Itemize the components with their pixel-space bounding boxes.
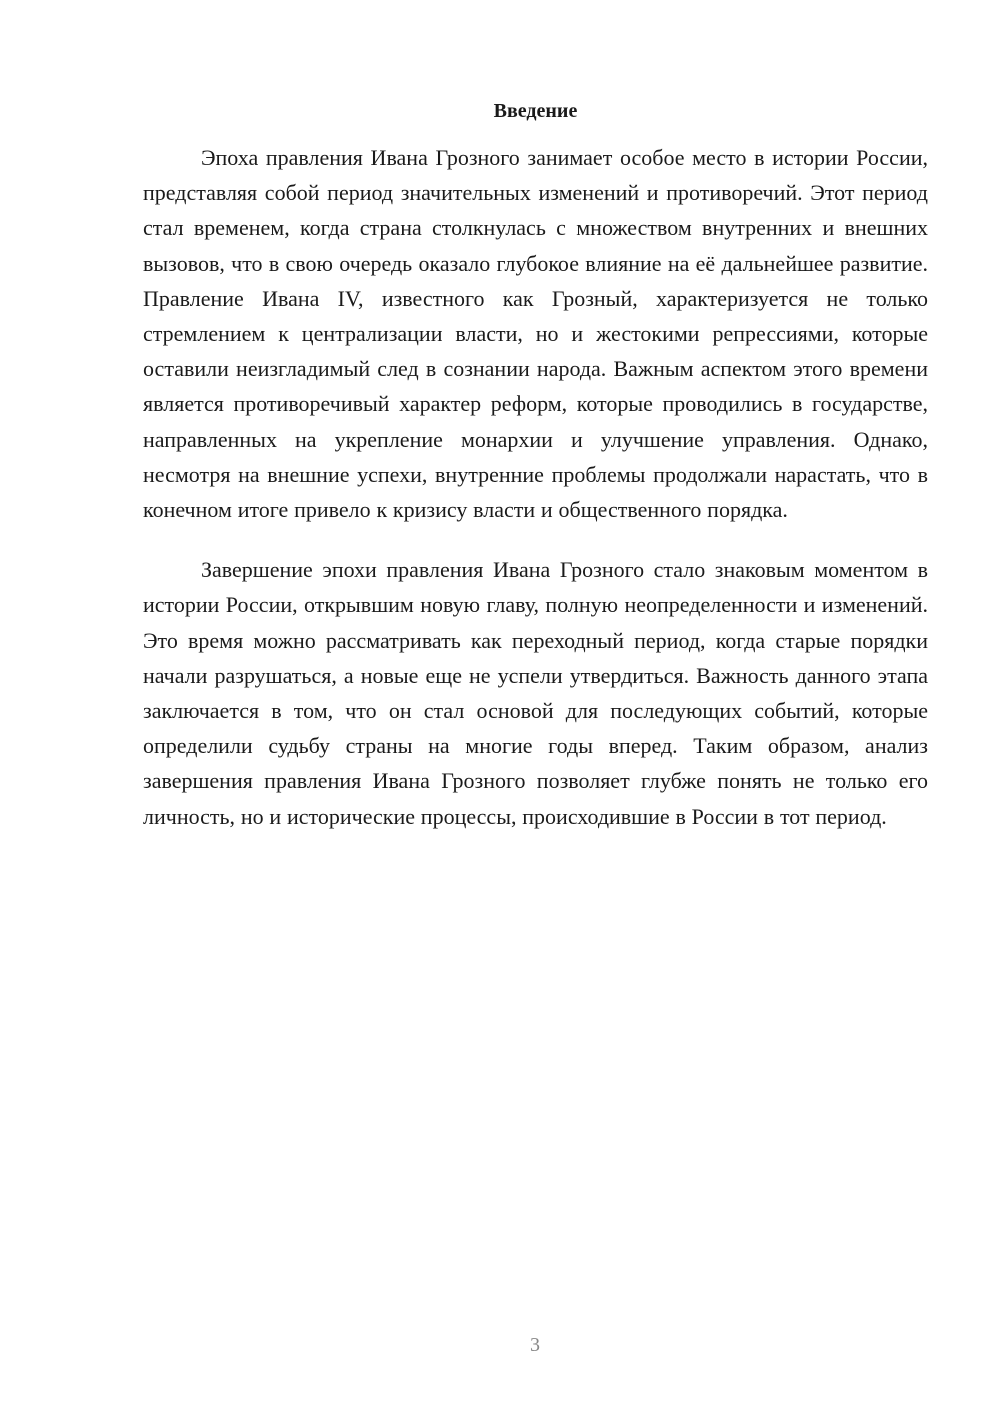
section-heading: Введение bbox=[493, 100, 578, 122]
paragraph-intro: Эпоха правления Ивана Грозного занимает особое место в истории России, представляя собой период значительных изменений и противоречий. Этот период стал временем, когда страна столкнулась с множеством внутренних и внешних вызовов, что в свою очередь оказало глубокое влияние на её дальнейшее развитие. Правление Ивана IV, известного как Грозный, характеризуется не только стремлением к централизации власти, но и жестокими репрессиями, которые оставили неизгладимый след в сознании народа. Важным аспектом этого времени является противоречивый характер реформ, которые проводились в государстве, направленных на укрепление монархии и улучшение управления. Однако, несмотря на внешние успехи, внутренние проблемы продолжали нарастать, что в конечном итоге привело к кризису власти и общественного порядка. bbox=[143, 145, 928, 523]
page-content bbox=[143, 98, 928, 834]
page-number: 3 bbox=[530, 1334, 540, 1356]
paragraph-conclusion: Завершение эпохи правления Ивана Грозного стало знаковым моментом в истории России, открывшим новую главу, полную неопределенности и изменений. Это время можно рассматривать как переходный период, когда старые порядки начали разрушаться, а новые еще не успели утвердиться. Важность данного этапа заключается в том, что он стал основой для последующих событий, которые определили судьбу страны на многие годы вперед. Таким образом, анализ завершения правления Ивана Грозного позволяет глубже понять не только его личность, но и исторические процессы, происходившие в России в тот период. bbox=[143, 557, 928, 829]
